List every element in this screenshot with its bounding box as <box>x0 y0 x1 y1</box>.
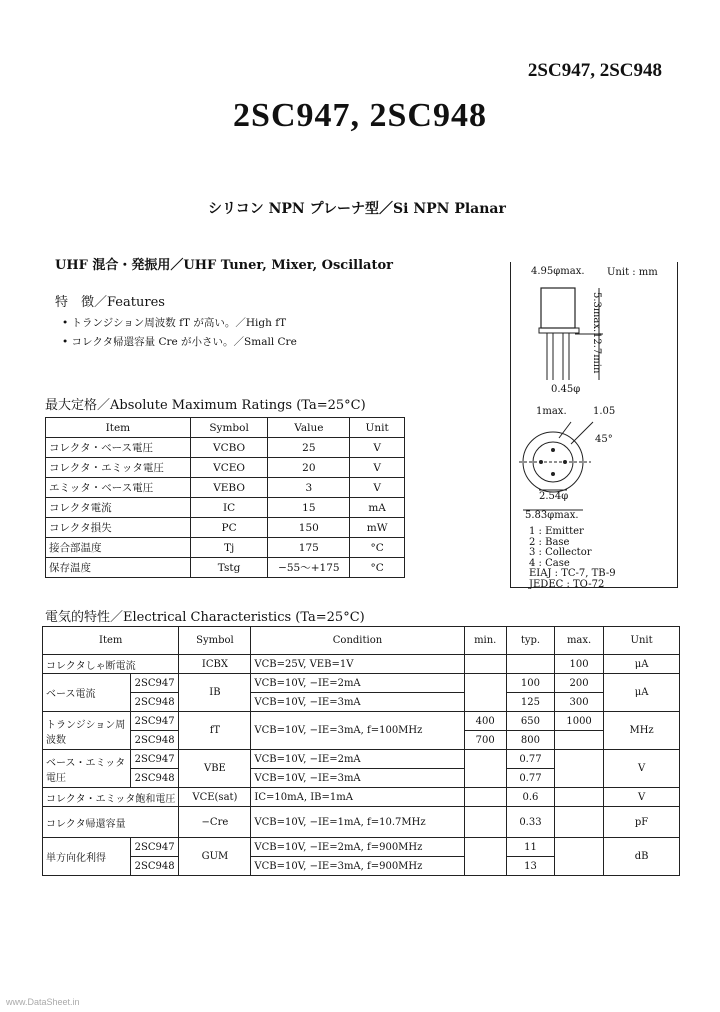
unit: μA <box>604 674 680 712</box>
col-min: min. <box>464 627 506 655</box>
condition: VCB=10V, −IE=2mA <box>251 674 464 693</box>
item: コレクタ・エミッタ飽和電圧 <box>43 788 179 807</box>
unit: V <box>350 438 405 458</box>
item: コレクタしゃ断電流 <box>43 655 179 674</box>
symbol: fT <box>179 712 251 750</box>
page-title: 2SC947, 2SC948 <box>233 97 487 134</box>
elec-table <box>42 626 680 876</box>
unit: V <box>604 750 680 788</box>
condition: VCB=10V, −IE=3mA <box>251 769 464 788</box>
symbol: VCBO <box>190 438 268 458</box>
package-drawing <box>510 262 678 588</box>
typ: 100 <box>506 674 554 693</box>
table-row <box>43 674 680 693</box>
unit: mA <box>350 498 405 518</box>
min: 400 <box>464 712 506 731</box>
dim-1max: 1max. <box>536 406 567 417</box>
dim-diameter: 4.95φmax. <box>531 266 585 277</box>
item: ベース・エミッタ電圧 <box>43 750 131 788</box>
table-row <box>46 498 405 518</box>
condition: VCB=10V, −IE=3mA, f=100MHz <box>251 712 464 750</box>
features-heading: 特 徴／Features <box>55 295 165 310</box>
unit: pF <box>604 807 680 838</box>
typ: 0.6 <box>506 788 554 807</box>
value: 25 <box>268 438 350 458</box>
table-row <box>43 788 680 807</box>
item: 接合部温度 <box>46 538 191 558</box>
item: ベース電流 <box>43 674 131 712</box>
pin-4: 4 : Case <box>529 557 570 569</box>
table-row <box>43 750 680 769</box>
part: 2SC947 <box>130 712 179 731</box>
item: コレクタ損失 <box>46 518 191 538</box>
pin-3: 3 : Collector <box>529 547 592 558</box>
unit: MHz <box>604 712 680 750</box>
symbol: VBE <box>179 750 251 788</box>
pin-2: 2 : Base <box>529 536 570 548</box>
col-unit: Unit <box>604 627 680 655</box>
part: 2SC947 <box>130 674 179 693</box>
unit: dB <box>604 838 680 876</box>
value: 20 <box>268 458 350 478</box>
typ: 11 <box>506 838 554 857</box>
typ: 125 <box>506 693 554 712</box>
col-max: max. <box>554 627 603 655</box>
elec-heading: 電気的特性／Electrical Characteristics (Ta=25°C) <box>45 610 365 625</box>
table-row <box>46 458 405 478</box>
item: コレクタ・ベース電圧 <box>46 438 191 458</box>
symbol: PC <box>190 518 268 538</box>
part: 2SC948 <box>130 857 179 876</box>
abs-max-table <box>45 417 405 578</box>
value: 3 <box>268 478 350 498</box>
part: 2SC948 <box>130 731 179 750</box>
typ: 800 <box>506 731 554 750</box>
col-item: Item <box>43 627 179 655</box>
condition: VCB=10V, −IE=2mA, f=900MHz <box>251 838 464 857</box>
typ: 650 <box>506 712 554 731</box>
symbol: VEBO <box>190 478 268 498</box>
unit: V <box>604 788 680 807</box>
unit: μA <box>604 655 680 674</box>
table-row <box>43 807 680 838</box>
table-row <box>46 438 405 458</box>
table-row <box>46 558 405 578</box>
col-value: Value <box>268 418 350 438</box>
item: 単方向化利得 <box>43 838 131 876</box>
part: 2SC947 <box>130 838 179 857</box>
subtitle: シリコン NPN プレーナ型／Si NPN Planar <box>208 201 506 217</box>
table-row <box>43 838 680 857</box>
symbol: IC <box>190 498 268 518</box>
col-condition: Condition <box>251 627 464 655</box>
dim-angle: 45° <box>595 434 613 445</box>
symbol: Tstg <box>190 558 268 578</box>
dim-pitch: 2.54φ <box>539 491 569 502</box>
abs-max-heading: 最大定格／Absolute Maximum Ratings (Ta=25°C) <box>45 398 366 413</box>
table-row <box>43 712 680 731</box>
unit: °C <box>350 538 405 558</box>
application: UHF 混合・発振用／UHF Tuner, Mixer, Oscillator <box>55 258 393 273</box>
header-part-numbers: 2SC947, 2SC948 <box>527 60 662 81</box>
dim-lead-length: 12.7min <box>591 332 602 374</box>
feature-item: • トランジション周波数 fT が高い。／High fT <box>62 317 287 329</box>
col-symbol: Symbol <box>179 627 251 655</box>
table-row <box>43 655 680 674</box>
col-unit: Unit <box>350 418 405 438</box>
watermark: www.DataSheet.in <box>6 997 80 1007</box>
dim-1-05: 1.05 <box>593 406 616 417</box>
unit: mW <box>350 518 405 538</box>
part: 2SC947 <box>130 750 179 769</box>
table-row <box>46 518 405 538</box>
typ: 0.77 <box>506 769 554 788</box>
max: 200 <box>554 674 603 693</box>
eiaj-code: EIAJ : TC-7, TB-9 <box>529 568 616 579</box>
table-row <box>46 478 405 498</box>
value: 150 <box>268 518 350 538</box>
min: 700 <box>464 731 506 750</box>
symbol: VCEO <box>190 458 268 478</box>
jedec-code: JEDEC : TO-72 <box>529 578 605 590</box>
typ: 0.77 <box>506 750 554 769</box>
item: コレクタ帰還容量 <box>43 807 179 838</box>
dim-height: 5.3max. <box>591 292 602 333</box>
symbol: −Cre <box>179 807 251 838</box>
symbol: Tj <box>190 538 268 558</box>
dim-outer: 5.83φmax. <box>525 510 579 521</box>
dim-lead-diameter: 0.45φ <box>551 384 581 395</box>
max: 1000 <box>554 712 603 731</box>
pin-list <box>529 527 616 590</box>
col-item: Item <box>46 418 191 438</box>
item: エミッタ・ベース電圧 <box>46 478 191 498</box>
value: −55〜+175 <box>268 558 350 578</box>
symbol: VCE(sat) <box>179 788 251 807</box>
condition: VCB=10V, −IE=1mA, f=10.7MHz <box>251 807 464 838</box>
table-row <box>43 693 680 712</box>
symbol: ICBX <box>179 655 251 674</box>
condition: VCB=25V, VEB=1V <box>251 655 464 674</box>
symbol: IB <box>179 674 251 712</box>
table-row <box>46 538 405 558</box>
unit: V <box>350 458 405 478</box>
unit-label: Unit : mm <box>607 267 658 278</box>
col-typ: typ. <box>506 627 554 655</box>
item: 保存温度 <box>46 558 191 578</box>
max: 300 <box>554 693 603 712</box>
value: 15 <box>268 498 350 518</box>
symbol: GUM <box>179 838 251 876</box>
max: 100 <box>554 655 603 674</box>
part: 2SC948 <box>130 769 179 788</box>
feature-item: • コレクタ帰還容量 Cre が小さい。／Small Cre <box>62 336 297 348</box>
col-symbol: Symbol <box>190 418 268 438</box>
part: 2SC948 <box>130 693 179 712</box>
typ: 13 <box>506 857 554 876</box>
unit: V <box>350 478 405 498</box>
pin-1: 1 : Emitter <box>529 526 584 537</box>
condition: VCB=10V, −IE=2mA <box>251 750 464 769</box>
condition: VCB=10V, −IE=3mA, f=900MHz <box>251 857 464 876</box>
value: 175 <box>268 538 350 558</box>
item: コレクタ電流 <box>46 498 191 518</box>
condition: VCB=10V, −IE=3mA <box>251 693 464 712</box>
typ: 0.33 <box>506 807 554 838</box>
item: トランジション周波数 <box>43 712 131 750</box>
item: コレクタ・エミッタ電圧 <box>46 458 191 478</box>
condition: IC=10mA, IB=1mA <box>251 788 464 807</box>
unit: °C <box>350 558 405 578</box>
